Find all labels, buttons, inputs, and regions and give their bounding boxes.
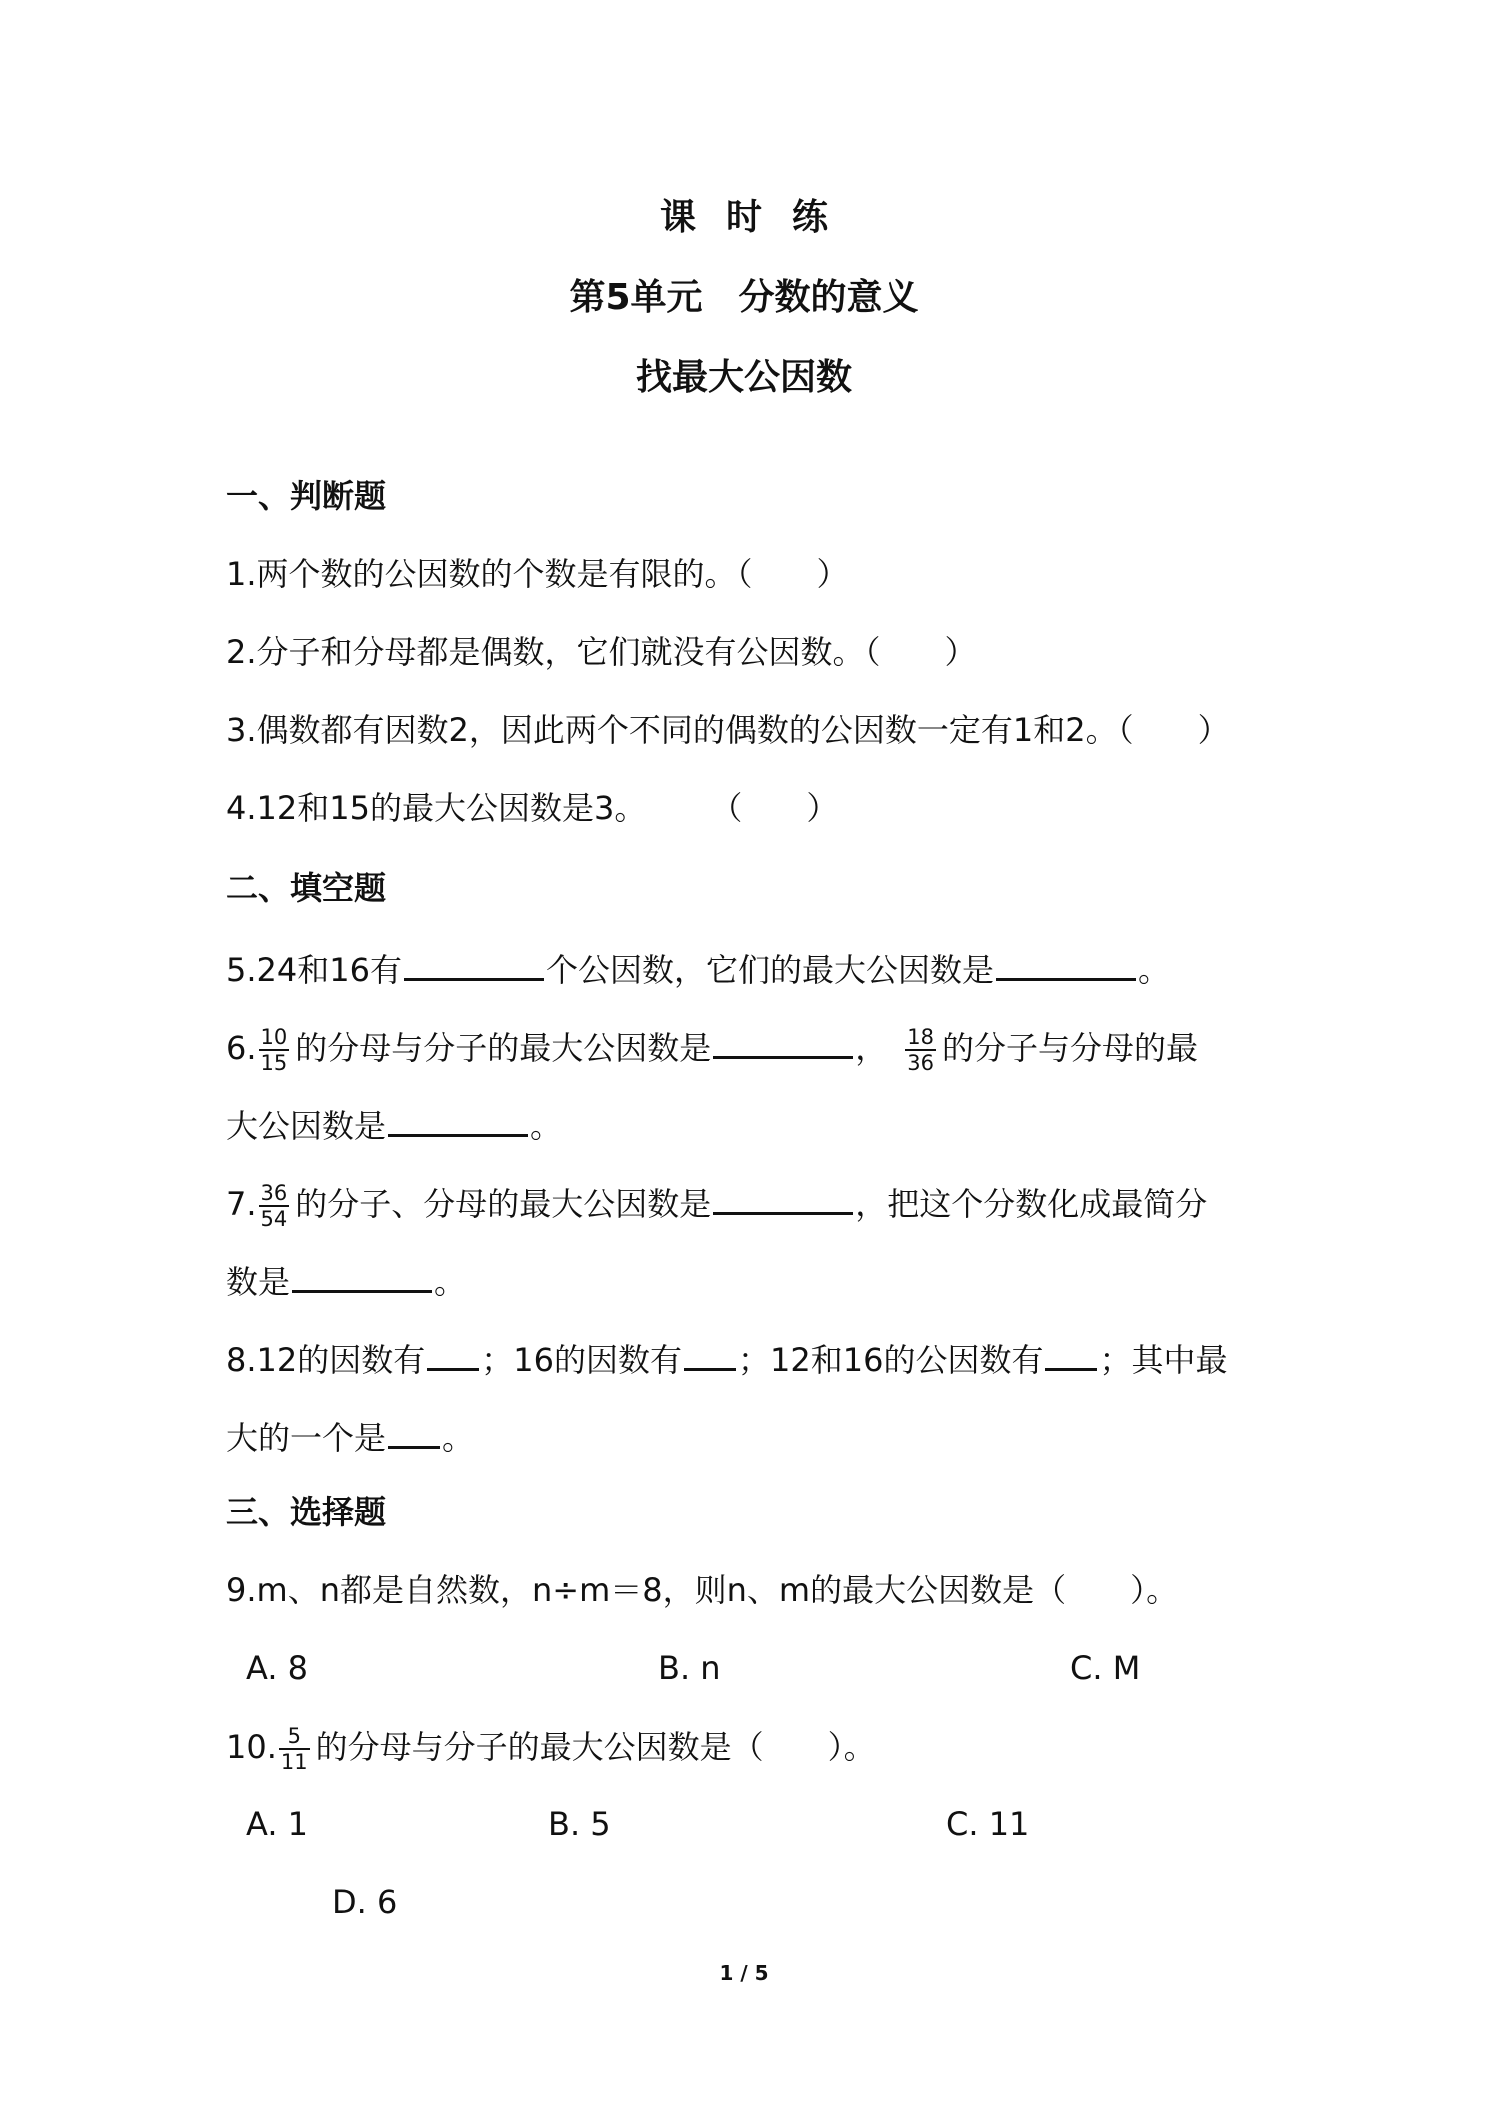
q8-text-4: ；其中最: [1099, 1341, 1228, 1379]
q8-text-1: 8.12的因数有: [226, 1341, 426, 1379]
q10-option-d[interactable]: D. 6: [332, 1883, 398, 1921]
question-10: [226, 1724, 876, 1774]
q8-line2: 大的一个是: [226, 1419, 387, 1457]
q6-blank-1[interactable]: [713, 1022, 853, 1059]
question-2: 2.分子和分母都是偶数，它们就没有公因数。（ ）: [226, 633, 977, 671]
q5-text-3: 。: [1138, 951, 1171, 989]
q6-text-1: 的分母与分子的最大公因数是: [295, 1029, 712, 1067]
q7-end: 。: [434, 1263, 467, 1301]
fraction-numerator: 10: [260, 1025, 288, 1049]
q10-prefix: 10.: [226, 1728, 277, 1766]
q6-line2: 大公因数是: [226, 1107, 387, 1145]
question-6: [226, 1022, 1198, 1075]
q5-blank-2[interactable]: [996, 944, 1136, 981]
q6-blank-2[interactable]: [388, 1100, 528, 1137]
question-1: 1.两个数的公因数的个数是有限的。（ ）: [226, 555, 849, 593]
fraction-numerator: 18: [907, 1025, 935, 1049]
q5-text-1: 5.24和16有: [226, 951, 402, 989]
q7-line2: 数是: [226, 1263, 291, 1301]
q6-prefix: 6.: [226, 1029, 257, 1067]
question-9: 9.m、n都是自然数，n÷m＝8，则n、m的最大公因数是（ ）。: [226, 1571, 1179, 1609]
worksheet-title: 课时练: [659, 197, 858, 238]
section-choice-heading: 三、选择题: [226, 1493, 387, 1531]
question-6-continued: [226, 1100, 562, 1148]
q10-option-b[interactable]: B. 5: [548, 1805, 611, 1843]
unit-title: 第5单元 分数的意义: [569, 277, 919, 318]
q6-text-2: ，: [855, 1029, 888, 1067]
question-4: 4.12和15的最大公因数是3。 （ ）: [226, 789, 839, 827]
q7-blank-2[interactable]: [292, 1256, 432, 1293]
fraction-5-11: [279, 1724, 310, 1774]
section-judge-heading: 一、判断题: [226, 477, 387, 515]
q8-end: 。: [442, 1419, 475, 1457]
question-5: [226, 944, 1170, 992]
q6-end: 。: [530, 1107, 563, 1145]
fraction-denominator: 36: [907, 1051, 935, 1075]
q9-option-b[interactable]: B. n: [658, 1649, 721, 1687]
question-8-continued: [226, 1412, 474, 1460]
question-7: [226, 1178, 1207, 1231]
question-7-continued: [226, 1256, 466, 1304]
q10-option-c[interactable]: C. 11: [946, 1805, 1030, 1843]
fraction-numerator: 5: [279, 1724, 310, 1750]
page-number: 1 / 5: [719, 1961, 769, 1985]
q8-blank-1[interactable]: [427, 1334, 479, 1371]
section-fill-heading: 二、填空题: [226, 869, 387, 907]
q9-option-c[interactable]: C. M: [1070, 1649, 1141, 1687]
q6-text-3: 的分子与分母的最: [942, 1029, 1199, 1067]
fraction-10-15: [259, 1025, 290, 1075]
q8-blank-4[interactable]: [388, 1412, 440, 1449]
fraction-18-36: [905, 1025, 936, 1075]
q8-blank-2[interactable]: [684, 1334, 736, 1371]
lesson-title: 找最大公因数: [635, 357, 852, 398]
q8-text-3: ；12和16的公因数有: [738, 1341, 1044, 1379]
q5-blank-1[interactable]: [404, 944, 544, 981]
q5-text-2: 个公因数，它们的最大公因数是: [545, 951, 994, 989]
q10-option-a[interactable]: A. 1: [246, 1805, 309, 1843]
fraction-denominator: 11: [280, 1750, 308, 1774]
q9-option-a[interactable]: A. 8: [246, 1649, 309, 1687]
fraction-denominator: 54: [260, 1207, 288, 1231]
fraction-36-54: [259, 1181, 290, 1231]
question-8: [226, 1334, 1227, 1382]
q7-prefix: 7.: [226, 1185, 257, 1223]
question-3: 3.偶数都有因数2，因此两个不同的偶数的公因数一定有1和2。（ ）: [226, 711, 1230, 749]
q7-text-2: ，把这个分数化成最简分: [855, 1185, 1208, 1223]
q7-blank-1[interactable]: [713, 1178, 853, 1215]
q7-text-1: 的分子、分母的最大公因数是: [295, 1185, 712, 1223]
q8-blank-3[interactable]: [1045, 1334, 1097, 1371]
q10-stem: 的分母与分子的最大公因数是（ ）。: [315, 1728, 876, 1766]
fraction-numerator: 36: [260, 1181, 288, 1205]
fraction-denominator: 15: [260, 1051, 288, 1075]
q8-text-2: ；16的因数有: [481, 1341, 682, 1379]
